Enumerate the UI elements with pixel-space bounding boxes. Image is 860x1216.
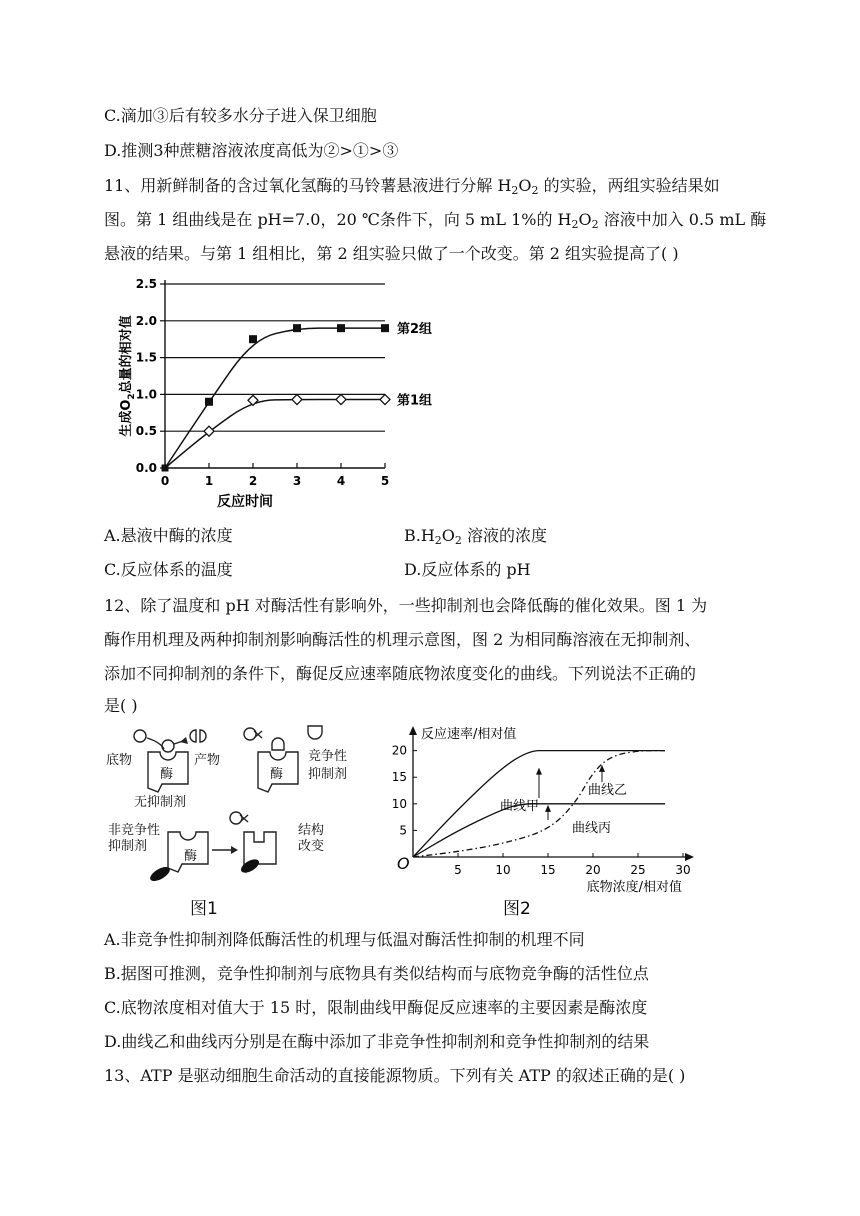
series-pointer-head-3 [545,805,551,812]
series-label-2: 第1组 [397,393,433,409]
label-enzyme-2: 酶 [270,767,284,782]
data-point [381,324,389,332]
data-point [336,395,346,405]
label-competitive-1: 竞争性 [308,749,348,764]
fig2-caption: 图2 [503,899,531,919]
y-tick-label: 15 [391,770,407,785]
q13-stem-line1: 13、ATP 是驱动细胞生命活动的直接能源物质。下列有关 ATP 的叙述正确的是( ) [104,1066,686,1085]
q12-stem-line1: 12、除了温度和 pH 对酶活性有影响外，一些抑制剂也会降低酶的催化效果。图 1 为 [104,596,708,615]
q11-option-b: $B.H_2O_2$ 溶液的浓度 [404,526,548,547]
bound-noncompetitive-inhibitor [239,857,261,876]
y-tick-label: 2.5 [135,277,157,291]
q12-option-c: C.底物浓度相对值大于 15 时，限制曲线甲酶促反应速率的主要因素是酶浓度 [104,998,648,1017]
x-tick-label: 3 [292,474,302,488]
q12-stem-line3: 添加不同抑制剂的条件下，酶促反应速率随底物浓度变化的曲线。下列说法不正确的 [104,664,697,683]
q10-option-d: D.推测3种蔗糖溶液浓度高低为②>①>③ [104,141,399,160]
product-half-b [200,730,206,742]
data-point [292,395,302,405]
q12-figure2 [388,722,708,922]
q12-option-d: D.曲线乙和曲线丙分别是在酶中添加了非竞争性抑制剂和竞争性抑制剂的结果 [104,1032,650,1051]
data-point [205,398,213,406]
q12-option-b: B.据图可推测，竞争性抑制剂与底物具有类似结构而与底物竞争酶的活性位点 [104,964,649,983]
arrowhead-1 [180,737,188,744]
data-point [162,465,169,472]
x-tick-label: 1 [204,474,214,488]
x-tick-label: 30 [675,863,691,877]
y-tick-label: 20 [391,743,407,758]
x-tick-label: 20 [585,863,601,877]
y-tick-label: 2.0 [135,313,157,328]
series-pointer-head-1 [536,768,542,775]
q11-chart [100,268,460,518]
data-point [248,395,258,405]
x-tick-label: 4 [336,474,346,488]
x-tick-label: 25 [630,863,646,877]
y-axis-label: 生成$O_2$总量的相对值 [119,315,137,437]
q11-stem-line3: 悬液的结果。与第 1 组相比，第 2 组实验只做了一个改变。第 2 组实验提高了( ) [104,244,679,263]
q12-figure1 [100,722,370,922]
x-tick-label: 10 [495,863,511,877]
q12-option-a: A.非竞争性抑制剂降低酶活性的机理与低温对酶活性抑制的机理不同 [104,930,585,949]
q12-stem-line2: 酶作用机理及两种抑制剂影响酶活性的机理示意图，图 2 为相同酶溶液在无抑制剂、 [104,630,701,649]
y-tick-label: 0.0 [135,461,157,475]
series-label-3: 曲线丙 [572,821,612,836]
x-tick-label: 0 [160,474,170,488]
y-tick-label: 1.0 [135,387,157,402]
x-tick-label: 2 [248,474,258,488]
q12-stem-line4: 是( ) [104,696,138,715]
series-line-2 [165,400,385,468]
arrowhead-2 [231,846,238,854]
q11-stem-line1: 11、用新鲜制备的含过氧化氢酶的马铃薯悬液进行分解 $H_2O_2$ 的实验，两组实验结果如 [104,176,720,197]
label-no-inhibitor: 无抑制剂 [134,795,187,810]
y-tick-label: 1.5 [135,350,157,365]
q11-option-a: A.悬液中酶的浓度 [104,526,233,545]
label-structure-1: 结构 [298,823,325,838]
y-axis-arrow [409,726,417,735]
label-noncompetitive-2: 抑制剂 [108,839,148,854]
data-point [249,335,257,343]
x-axis-label: 反应时间 [217,494,273,510]
origin-label: O [397,854,410,873]
label-structure-2: 改变 [298,839,325,854]
fig1-caption: 图1 [190,899,218,919]
bound-substrate [162,740,174,752]
label-enzyme-1: 酶 [160,767,174,782]
x-axis-label: 底物浓度/相对值 [586,880,682,895]
substrate-circle [134,730,146,742]
series-label-2: 曲线乙 [588,783,628,798]
series-label-1: 第2组 [397,322,433,338]
data-point [380,395,390,405]
q11-option-c: C.反应体系的温度 [104,560,233,579]
label-noncompetitive-1: 非竞争性 [108,823,161,838]
product-half-a [190,730,196,742]
y-tick-label: 10 [391,796,407,811]
x-tick-label: 15 [540,863,556,877]
competitive-inhibitor-free [308,726,322,739]
q11-stem-line2: 图。第 1 组曲线是在 pH=7.0，20 ℃条件下，向 5 mL 1%的 $H_2O_2$ 溶液中加入 0.5 mL 酶 [104,210,767,231]
y-tick-label: 0.5 [135,424,157,439]
q11-option-d: D.反应体系的 pH [404,560,531,579]
data-point [337,324,345,332]
label-competitive-2: 抑制剂 [308,767,348,782]
series-label-1: 曲线甲 [500,799,540,814]
label-enzyme-3: 酶 [184,849,198,864]
x-axis-arrow [685,853,694,861]
y-tick-label: 5 [399,823,407,838]
label-substrate: 底物 [106,753,133,768]
label-product: 产物 [194,753,221,768]
y-axis-label: 反应速率/相对值 [421,727,517,742]
series-line-1 [165,328,385,468]
x-tick-label: 5 [454,863,462,877]
competitive-inhibitor [272,738,284,750]
data-point [293,324,301,332]
q10-option-c: C.滴加③后有较多水分子进入保卫细胞 [104,106,377,125]
x-tick-label: 5 [380,474,390,488]
